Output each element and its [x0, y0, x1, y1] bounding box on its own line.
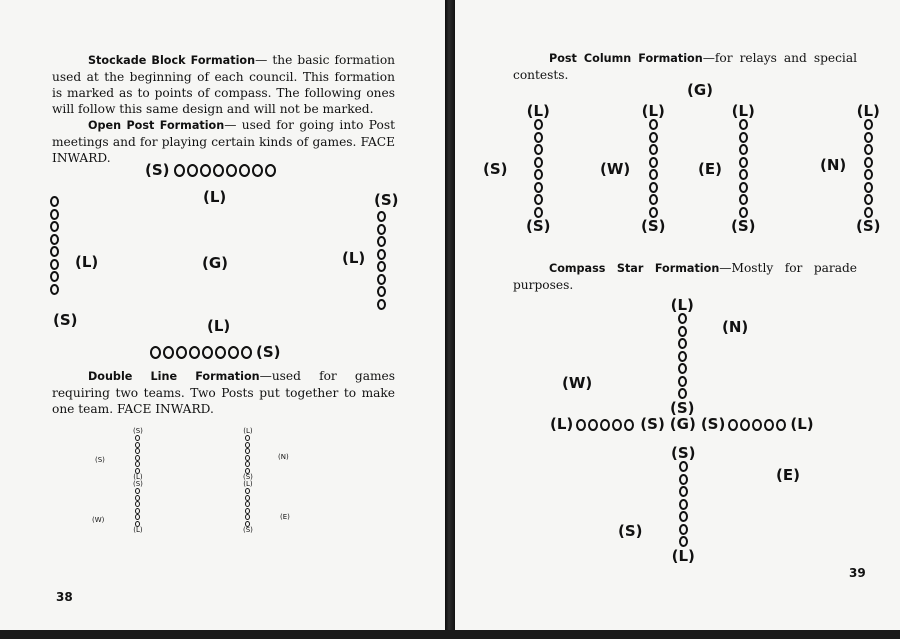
double-line-b-top: (L) [243, 427, 253, 435]
open-post-top-l: (L) [203, 188, 227, 206]
open-post-top-row [145, 163, 278, 178]
page-number-right: 39 [849, 566, 866, 580]
double-line-a-bottom: (L) [133, 526, 143, 534]
open-post-title: Open Post Formation [88, 119, 225, 132]
compass-star-bottom-l: (L) [671, 546, 695, 565]
right-page [455, 0, 900, 630]
open-post-bottom-s: (S) [256, 343, 281, 361]
compass-star-w: (W) [562, 374, 593, 392]
post-column-e: (E) [698, 160, 722, 178]
double-line-dir-e: (E) [280, 513, 290, 521]
post-column-3-bottom: (S) [731, 217, 756, 235]
post-column-n: (N) [820, 156, 847, 174]
open-post-text: — used for going into Post meetings and for playing certain kinds of games. FACE INWARD. [52, 118, 396, 165]
post-column-paragraph [513, 50, 857, 83]
compass-star-title: Compass Star Formation [549, 262, 720, 275]
double-line-a-mid-l: (L) [133, 473, 143, 481]
double-line-b-mid-l: (L) [243, 480, 253, 488]
post-column-4 [856, 104, 881, 234]
post-column-4-top: (L) [856, 102, 880, 120]
open-post-right-column [377, 211, 386, 311]
post-column-text: —for relays and special contests. [513, 51, 857, 82]
compass-star-text: —Mostly for parade purposes. [513, 261, 857, 292]
compass-star-lower-column [671, 446, 696, 564]
post-column-title: Post Column Formation [549, 52, 703, 65]
post-column-s: (S) [483, 160, 508, 178]
post-column-2 [641, 104, 666, 234]
open-post-bottom-row [150, 345, 281, 360]
compass-star-top-l: (L) [670, 296, 694, 314]
compass-star-left-s: (S) [640, 415, 665, 433]
compass-star-lower-s: (S) [671, 444, 696, 462]
post-column-1-bottom: (S) [526, 217, 551, 235]
bottom-shadow [0, 630, 900, 639]
double-line-dir-s: (S) [95, 456, 105, 464]
post-column-3-top: (L) [731, 102, 755, 120]
double-line-text: —used for games requiring two teams. Two Posts put together to make one team. FACE INWARD. [52, 369, 395, 416]
compass-star-right-s: (S) [700, 415, 726, 433]
post-column-2-top: (L) [641, 102, 665, 120]
double-line-a-mid-s: (S) [133, 480, 143, 488]
double-line-b-mid-s: (S) [243, 473, 253, 481]
open-post-paragraph [52, 117, 395, 166]
post-column-4-bottom: (S) [856, 217, 881, 235]
compass-star-right-l: (L) [790, 415, 814, 433]
book-gutter [445, 0, 455, 639]
open-post-left-l: (L) [75, 253, 99, 271]
double-line-paragraph [52, 368, 395, 417]
compass-star-upper-s: (S) [670, 398, 695, 417]
double-line-dir-n: (N) [278, 453, 289, 461]
post-column-1 [526, 104, 551, 234]
post-column-g: (G) [687, 81, 714, 99]
compass-star-n: (N) [722, 318, 749, 336]
open-post-center-g: (G) [202, 254, 229, 272]
left-page [0, 0, 445, 630]
page-number-left: 38 [56, 590, 73, 604]
double-line-title: Double Line Formation [88, 370, 260, 383]
post-column-1-top: (L) [526, 102, 550, 120]
post-column-w: (W) [600, 160, 631, 178]
compass-star-paragraph [513, 260, 857, 293]
double-line-dir-w: (W) [92, 516, 105, 524]
stockade-paragraph [52, 52, 395, 117]
open-post-left-s: (S) [53, 311, 78, 329]
post-column-2-bottom: (S) [641, 217, 666, 235]
compass-star-bottom-s: (S) [618, 522, 643, 540]
double-line-column-a [133, 428, 143, 534]
stockade-text: — the basic formation used at the beginning of each council. This formation is marked as to points of compass. The following ones will follow this same design and will not be marked. [52, 53, 396, 116]
compass-star-e: (E) [776, 466, 800, 484]
open-post-bottom-l: (L) [207, 317, 231, 335]
double-line-column-b [243, 428, 253, 534]
open-post-top-s: (S) [145, 161, 170, 179]
compass-star-center-row [550, 417, 814, 432]
compass-star-center-g: (G) [669, 415, 696, 433]
post-column-3 [731, 104, 756, 234]
stockade-title: Stockade Block Formation [88, 54, 256, 67]
open-post-right-l: (L) [342, 249, 366, 267]
double-line-b-bottom: (S) [243, 526, 253, 534]
compass-star-left-l: (L) [550, 415, 574, 433]
open-post-right-s: (S) [374, 191, 399, 209]
open-post-left-column [50, 196, 59, 296]
compass-star-upper-column [670, 298, 695, 416]
double-line-a-top: (S) [133, 427, 143, 435]
